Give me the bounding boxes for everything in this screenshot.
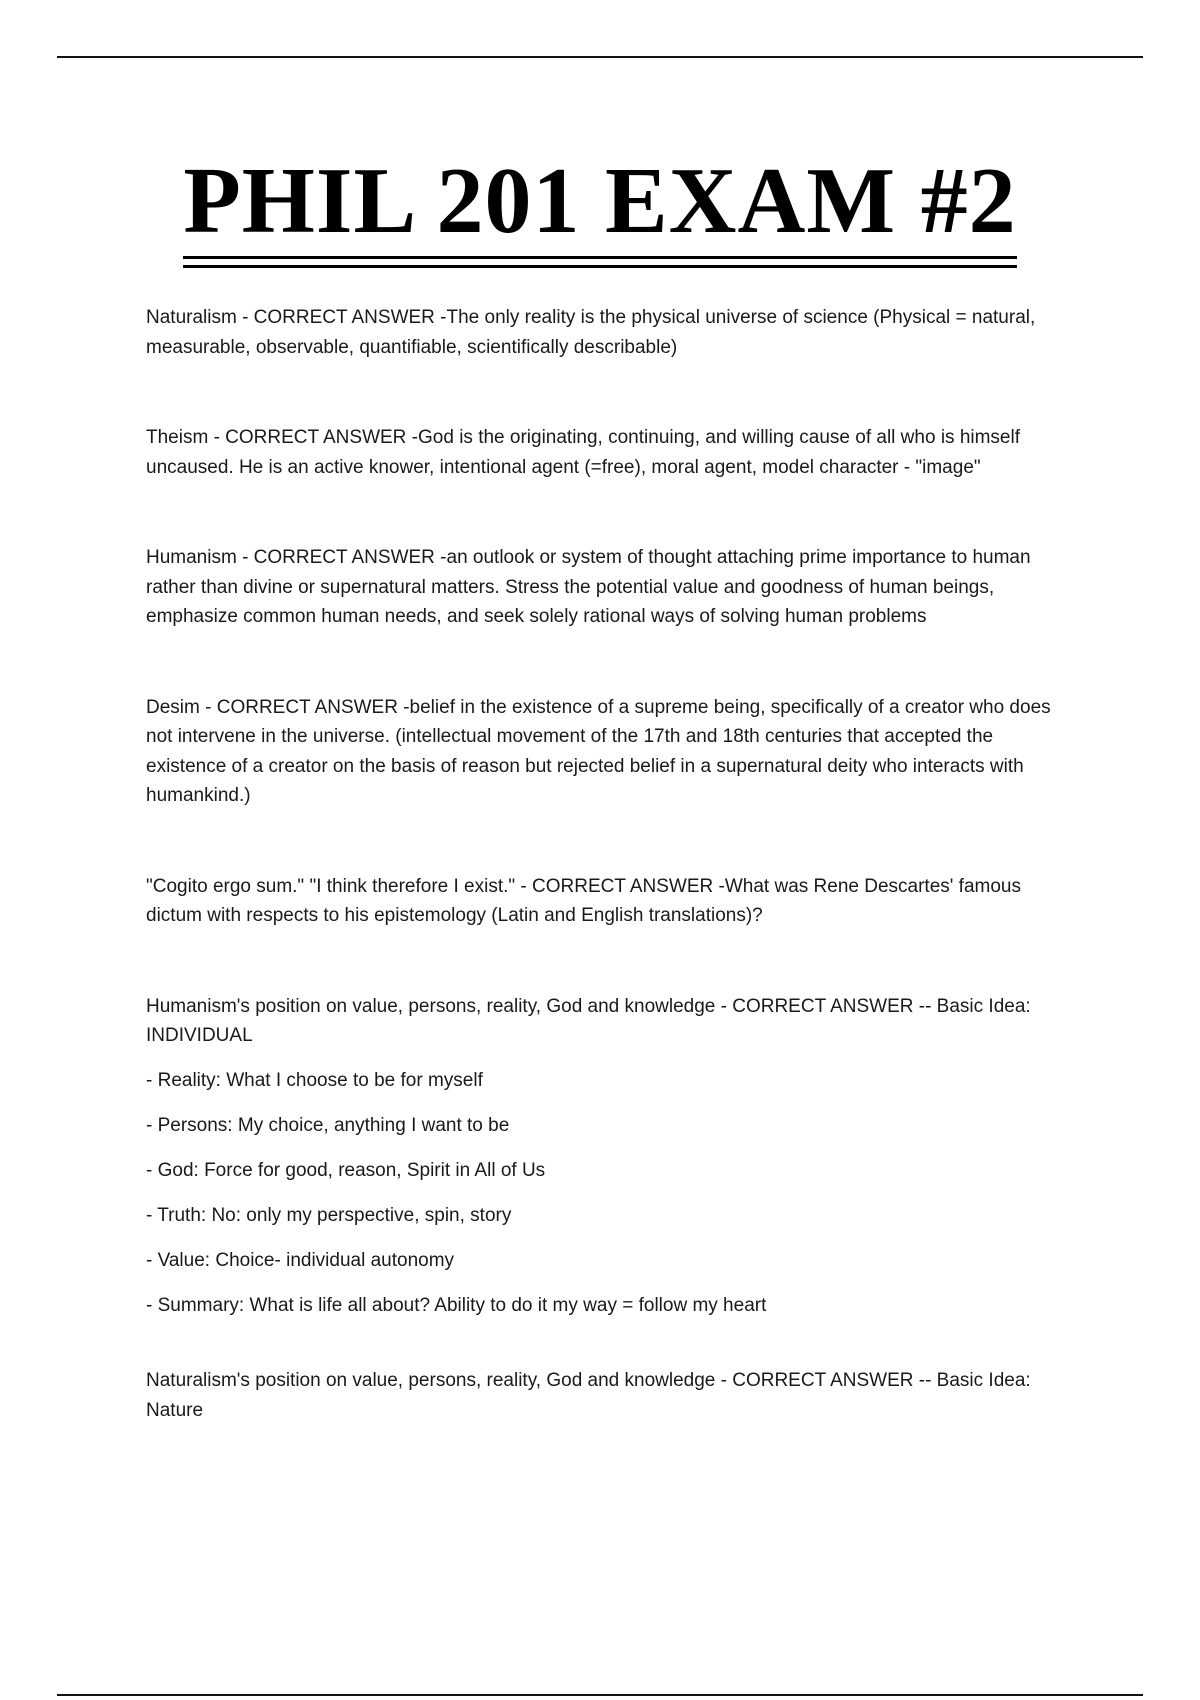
qa-entry-humanism-position (146, 992, 1066, 1321)
entry-text: Naturalism's position on value, persons, reality, God and knowledge - CORRECT ANSWER -- Basic Idea: Nature (146, 1370, 1031, 1421)
entry-text: Theism - CORRECT ANSWER -God is the originating, continuing, and willing cause of all who is himself uncaused. He is an active knower, intentional agent (=free), moral agent, model character - "image" (146, 427, 1020, 478)
position-item-god: - God: Force for good, reason, Spirit in All of Us (146, 1159, 546, 1181)
qa-entry-cogito (146, 872, 1066, 931)
position-list (146, 1066, 1066, 1321)
document-body (146, 303, 1066, 1486)
qa-entry-naturalism-position (146, 1366, 1066, 1425)
qa-entry-theism (146, 423, 1066, 482)
bottom-rule (57, 1694, 1143, 1696)
entry-text: Humanism - CORRECT ANSWER -an outlook or system of thought attaching prime importance to human rather than divine or supernatural matters. Stress the potential value and goodness of human beings, emphasize common human needs, and seek solely rational ways of solving human problems (146, 547, 1031, 627)
entry-text: Desim - CORRECT ANSWER -belief in the existence of a supreme being, specifically of a creator who does not intervene in the universe. (intellectual movement of the 17th and 18th centuries that accepted the existence of a creator on the basis of reason but rejected belief in a supernatural deity who interacts with humankind.) (146, 696, 1051, 806)
position-item-truth: - Truth: No: only my perspective, spin, story (146, 1204, 512, 1226)
qa-entry-humanism (146, 543, 1066, 632)
position-item-reality: - Reality: What I choose to be for myself (146, 1069, 483, 1091)
top-rule (57, 56, 1143, 58)
position-item-persons: - Persons: My choice, anything I want to be (146, 1114, 510, 1136)
qa-entry-naturalism (146, 303, 1066, 362)
entry-text: "Cogito ergo sum." "I think therefore I exist." - CORRECT ANSWER -What was Rene Descartes' famous dictum with respects to his epistemology (Latin and English translations)? (146, 875, 1021, 926)
page-title: PHIL 201 EXAM #2 (183, 152, 1016, 259)
title-block (0, 149, 1200, 259)
entry-text: Naturalism - CORRECT ANSWER -The only reality is the physical universe of science (Physical = natural, measurable, observable, quantifiable, scientifically describable) (146, 307, 1036, 358)
position-item-value: - Value: Choice- individual autonomy (146, 1249, 455, 1271)
qa-entry-desim (146, 693, 1066, 811)
position-item-summary: - Summary: What is life all about? Ability to do it my way = follow my heart (146, 1294, 767, 1316)
entry-text: Humanism's position on value, persons, reality, God and knowledge - CORRECT ANSWER -- Basic Idea: INDIVIDUAL (146, 995, 1031, 1046)
